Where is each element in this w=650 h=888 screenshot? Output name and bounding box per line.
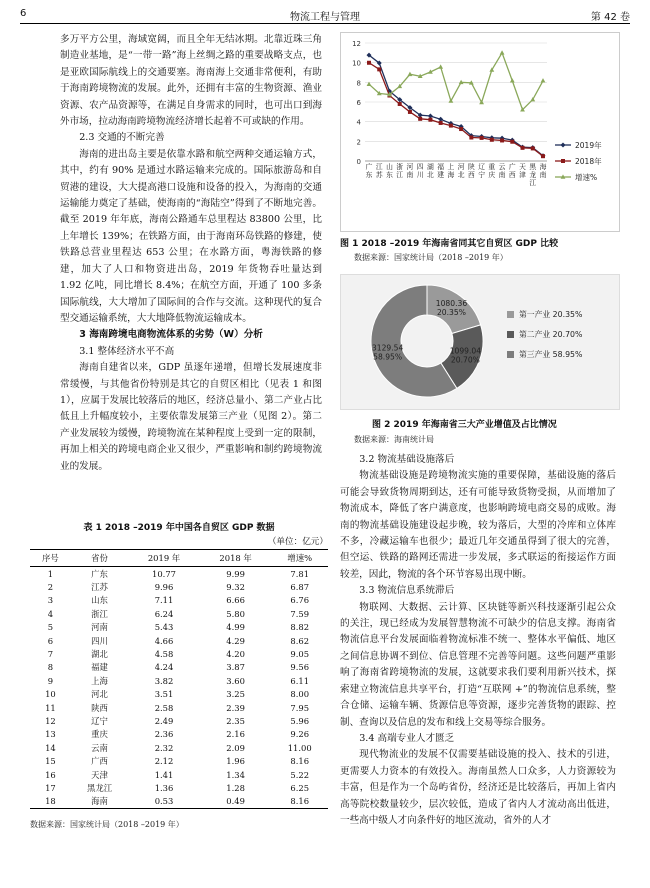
table-cell: 15 [45,756,56,767]
slice-label: 1099.04 20.70% [449,346,482,365]
table-cell: 1.36 [154,782,174,793]
series-line [369,55,543,156]
legend-label: 增速% [575,173,598,182]
series-line [369,53,543,110]
table-cell: 9.32 [226,582,245,593]
table-cell: 河南 [91,622,108,633]
table-cell: 14 [45,742,56,753]
table-header-cell: 2018 年 [200,550,272,567]
x-tick-label: 山东 [386,163,393,179]
data-point [408,110,412,114]
x-tick-label: 重庆 [488,163,496,179]
series-line [369,63,543,156]
x-tick-label: 河北 [457,163,465,179]
legend-label: 2019年 [575,141,602,150]
data-point [418,117,422,121]
data-point [459,127,463,131]
table-cell: 1.96 [226,756,245,767]
table-row [30,741,328,754]
table-header-cell: 省份 [71,550,128,567]
data-point [438,64,443,68]
table-cell: 2.09 [226,742,245,753]
table-row [30,688,328,701]
table-cell: 13 [45,729,56,740]
table-row [30,594,328,607]
table-row [30,674,328,687]
table-cell: 8.00 [290,689,310,700]
legend-label: 第一产业 20.35% [519,310,583,319]
data-point [398,102,402,106]
table-cell: 辽宁 [91,715,108,726]
table-row [30,768,328,781]
table-cell: 海南 [71,795,128,809]
table-cell: 9.05 [290,649,310,660]
paragraph: 物流基础设施是跨境物流实施的重要保障，基础设施的落后可能会导致货物周期到达，还有可能导致货物受损，从而增加了物流成本，降低了客户满意度，也影响跨境电商交易的成败。海南的物流基础设施建设起步晚，较为落后，大型的冷库和立体库不多，冷藏运输车也很少；最近几年交通虽得到了很大的完善，但空运、铁路的路网还需进一步发展，多式联运的衔接运作方面较差，因此，物流的各个环节容易出现中断。 [340,470,616,580]
table-cell: 广西 [91,756,108,767]
page-header [20,8,630,24]
table-row [30,661,328,674]
data-point [449,124,453,128]
table-cell: 8.16 [271,795,328,809]
data-point [500,138,504,142]
data-point [541,78,546,82]
x-tick-label: 四川 [416,163,424,179]
x-tick-label: 云南 [498,163,506,179]
table-cell: 2.32 [154,742,174,753]
table-cell: 天津 [91,769,108,780]
legend-marker [561,159,565,163]
table-cell: 江苏 [91,582,108,593]
table-cell: 10 [45,689,56,700]
pie-chart [341,275,619,409]
table-cell: 2.39 [226,702,245,713]
section-heading: 3 海南跨境电商物流体系的劣势（W）分析 [79,329,263,341]
paragraph: 多万平方公里，海域宽阔，而且全年无结冰期。北靠近珠三角制造业基地，是“一带一路”海上丝绸之路的重要战略支点，也是亚欧国际航线上的交通要塞。海南海上交通非常便利，有助于海南跨境物流的发展。此外，还拥有丰富的生物资源、渔业资源、农产品资源等，在满足自身需求的同时，也可出口到海外市场，拉动海南跨境物流经济增长起着不可或缺的作用。 [60,34,322,128]
table-cell: 8 [47,662,54,673]
table-unit: （单位：亿元） [267,537,328,547]
data-point [469,135,473,139]
table-cell: 0.49 [200,795,272,809]
table-cell: 5.96 [290,715,310,726]
table-cell: 18 [30,795,71,809]
table-cell: 山东 [91,595,108,606]
table-cell: 9.99 [226,568,245,579]
data-point [439,121,443,125]
table-cell: 8.82 [290,622,310,633]
x-tick-label: 黑龙江 [529,163,537,187]
table-cell: 2.12 [154,756,174,767]
data-point [521,146,525,150]
table-cell: 2.16 [226,729,245,740]
y-tick-label: 0 [356,158,361,166]
figure-2-caption: 图 2 2019 年海南省三大产业增值及占比情况 [372,420,557,430]
table-cell: 上海 [91,675,108,686]
table-cell: 3.25 [226,689,245,700]
x-tick-label: 天津 [519,163,526,179]
section-heading: 2.3 交通的不断完善 [79,132,165,144]
table-cell: 7.59 [290,608,310,619]
data-point [490,138,494,142]
paragraph: 现代物流业的发展不仅需要基础设施的投入、技术的引进，更需要人力资本的有效投入。海南虽然人口众多，人力资源较为丰富，但是作为一个岛屿省份，经济还是比较落后，再加上省内高等院校数量较少，层次较低，造成了省内人才流动高出低进，一些高中级人才向条件好的地区流动，省外的人才 [340,749,616,826]
table-row [30,795,328,809]
table-1 [30,520,328,830]
x-tick-label: 广西 [508,163,516,179]
table-cell: 5.43 [154,622,174,633]
table-cell: 11 [45,702,56,713]
x-tick-label: 海南 [539,163,547,179]
data-point [510,78,515,82]
table-cell: 7.81 [290,568,310,579]
table-cell: 3.87 [226,662,245,673]
table-cell: 广东 [91,568,108,579]
table-cell: 3.60 [226,675,245,686]
x-tick-label: 湖北 [427,163,434,179]
table-row [30,754,328,767]
table-cell: 1 [47,568,54,579]
data-point [510,140,514,144]
x-tick-label: 江苏 [375,163,383,179]
table-cell: 浙江 [91,608,108,619]
gdp-table [30,549,328,809]
table-cell: 2.36 [154,729,174,740]
section-heading: 3.4 高端专业人才匮乏 [359,732,455,744]
x-tick-label: 上海 [447,163,455,179]
table-cell: 6.87 [290,582,310,593]
paragraph: 海南的进出岛主要是依靠水路和航空两种交通运输方式，其中，约有 90% 是通过水路运输来完成的。国际旅游岛和自贸港的建设，大大提高港口设施和设备的投入，为海南的交通运输能力奠定了基础，使海南的“海陆空”得到了不断地完善。截至 2019 年年底，海南公路通车总里程达 83800 公里，比上年增长 139%；在铁路方面，由于海南环岛铁路的修建，使铁路总营业里程达 653 公里；在水路方面，粤海铁路的修建，加大了人口和物资进出岛，2019 年货物吞吐量达到 1.92 亿吨，同比增长 8.4%；在航空方面，开通了 100 多条国际航线，大大增加了国际间的合作与交流。这种现代的复合型交通运输系统，大大地降低物流运输成本。 [60,148,322,324]
table-cell: 2.35 [226,715,245,726]
header-rule [20,23,630,24]
table-cell: 6.25 [290,782,310,793]
table-cell: 5.22 [290,769,310,780]
table-cell: 4.24 [154,662,174,673]
table-row [30,607,328,620]
data-point [377,67,381,71]
table-cell: 6.66 [226,595,245,606]
table-cell: 4.66 [154,635,174,646]
table-cell: 福建 [91,662,108,673]
volume-label: 第 42 卷 [590,12,630,23]
table-cell: 2.49 [154,715,174,726]
x-tick-label: 辽宁 [478,163,485,179]
table-title: 表 1 2018 –2019 年中国各自贸区 GDP 数据 [83,523,275,533]
slice-label: 3129.54 58.95% [371,343,404,362]
x-tick-label: 河南 [406,163,414,179]
table-row [30,567,328,581]
paragraph: 物联网、大数据、云计算、区块链等新兴科技逐渐引起公众的关注，现已经成为发展智慧物流不可缺少的信息支撑。海南省物流信息平台发展面临着物流标准不统一、整体水平偏低、地区之间信息协调不到位、信息管理不完善等问题。这些问题严重影响了海南省跨境物流的发展，这就要求我们要利用新兴技术，探索建立物流信息共享平台，打造“互联网 +”的物流信息系统，整合仓储、运输车辆、货源信息等资源，逐步完善货物的跟踪、控制、查询以及信息的发布和线上交易等综合服务。 [340,601,616,728]
table-cell: 17 [45,782,56,793]
table-cell: 4.99 [226,622,245,633]
table-cell: 2.58 [154,702,174,713]
figure-2-chart [340,274,620,410]
figure-1-caption: 图 1 2018 –2019 年海南省同其它自贸区 GDP 比较 [340,239,559,249]
table-row [30,714,328,727]
table-row [30,621,328,634]
table-row [30,701,328,714]
section-heading: 3.1 整体经济水平不高 [79,345,175,357]
table-cell: 1.41 [154,769,174,780]
table-cell: 3.82 [154,675,174,686]
data-point [428,118,432,122]
legend-label: 2018年 [575,157,602,166]
table-header-cell: 2019 年 [128,550,200,567]
table-cell: 湖北 [91,649,108,660]
table-cell: 陕西 [91,702,108,713]
table-cell: 重庆 [91,729,108,740]
table-cell: 11.00 [287,742,312,753]
legend-marker [561,143,566,148]
table-row [30,728,328,741]
x-tick-label: 陕西 [467,163,475,179]
data-point [500,50,505,54]
y-tick-label: 8 [356,79,361,88]
x-tick-label: 浙江 [396,163,404,179]
legend-label: 第三产业 58.95% [519,350,583,359]
legend-label: 第二产业 20.70% [519,330,583,339]
table-cell: 云南 [91,742,108,753]
table-cell: 6.76 [290,595,310,606]
table-header-cell: 增速% [271,550,328,567]
page-number: 6 [20,8,27,19]
table-row [30,647,328,660]
figure-2-source: 数据来源：海南统计局 [354,435,434,444]
data-point [480,136,484,140]
figure-1-source: 数据来源：国家统计局（2018 –2019 年） [354,253,508,262]
figure-1-chart [340,32,620,232]
table-cell: 0.53 [128,795,200,809]
table-cell: 1.34 [226,769,245,780]
legend-swatch [507,351,514,358]
section-heading: 3.3 物流信息系统滞后 [359,585,455,597]
table-cell: 12 [45,715,56,726]
table-cell: 2 [47,582,54,593]
table-cell: 5.80 [226,608,245,619]
y-tick-label: 12 [352,40,361,48]
table-cell: 8.16 [290,756,310,767]
section-heading: 3.2 物流基础设施落后 [359,454,455,465]
data-point [408,72,413,76]
table-header-cell: 序号 [30,550,71,567]
table-row [30,781,328,794]
y-tick-label: 6 [356,99,361,107]
table-cell: 7.95 [290,702,310,713]
table-row [30,634,328,647]
table-cell: 四川 [91,635,108,646]
paragraph: 海南自建省以来，GDP 虽逐年递增，但增长发展速度非常缓慢，与其他省份特别是其它的自贸区相比（见表 1 和图 1），应属于发展比较落后的地区，经济总量小、第二产业占比低且上升幅度较小，主要依靠发展第三产业（见图 2）。第二产业发展较为缓慢，跨境物流在某种程度上受到一定的限制，再加上相关的跨境电商企业又很少，严重影响和制约跨境物流业的发展。 [60,362,322,472]
table-cell: 8.62 [290,635,310,646]
data-point [531,146,535,150]
table-cell: 9.26 [290,729,310,740]
table-cell: 河北 [91,689,108,700]
table-cell: 9.56 [290,662,310,673]
table-cell: 4.20 [226,649,245,660]
table-row [30,580,328,593]
table-cell: 10.77 [152,568,176,579]
table-source: 数据来源：国家统计局（2018 –2019 年） [30,820,184,830]
legend-swatch [507,331,514,338]
table-cell: 9.96 [154,582,174,593]
y-tick-label: 10 [352,59,361,68]
table-cell: 3 [47,595,54,606]
data-point [541,154,545,158]
left-column [60,32,322,475]
table-cell: 9 [47,675,54,686]
x-tick-label: 福建 [437,163,445,179]
y-tick-label: 2 [356,138,361,147]
line-chart [341,33,619,231]
table-cell: 1.28 [226,782,245,793]
table-cell: 3.51 [154,689,174,700]
x-tick-label: 广东 [365,163,373,179]
y-tick-label: 4 [356,118,361,127]
table-cell: 7 [47,649,54,660]
table-cell: 16 [45,769,56,780]
journal-title: 物流工程与管理 [290,12,360,23]
right-column [340,452,616,829]
legend-swatch [507,311,514,318]
table-cell: 4.29 [226,635,245,646]
table-cell: 7.11 [154,595,174,606]
table-cell: 黑龙江 [86,782,113,793]
table-cell: 4.58 [154,649,174,660]
table-cell: 6.24 [154,608,174,619]
table-cell: 6.11 [290,675,310,686]
table-cell: 4 [47,608,54,619]
table-cell: 6 [47,635,54,646]
slice-label: 1080.36 20.35% [435,299,468,318]
data-point [367,61,371,65]
table-cell: 5 [47,622,54,633]
